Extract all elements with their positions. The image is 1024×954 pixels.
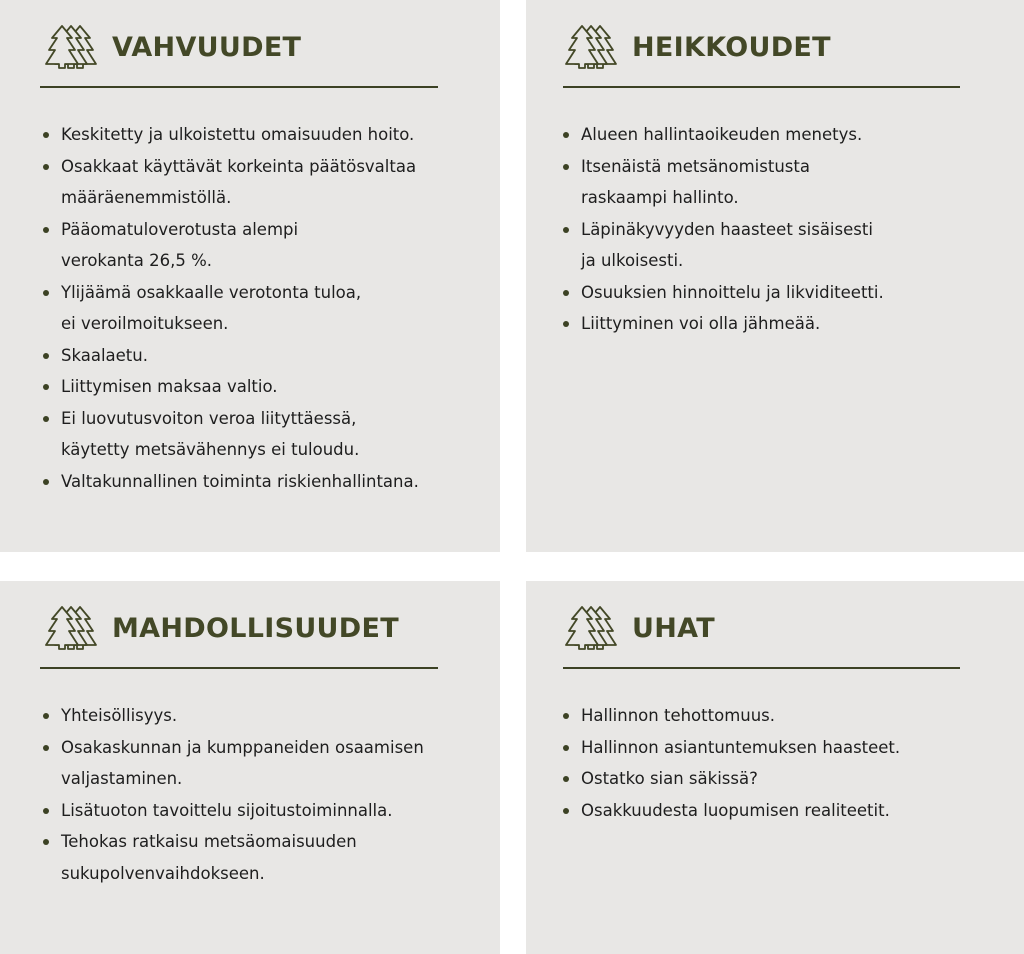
list-item-text: Osakkuudesta luopumisen realiteetit. <box>581 800 890 820</box>
opportunities-divider <box>40 667 438 669</box>
list-item <box>42 214 419 277</box>
list-item <box>42 340 419 372</box>
strengths-title: VAHVUUDET <box>112 31 302 63</box>
list-item <box>562 119 884 151</box>
list-item-text: Hallinnon tehottomuus. <box>581 706 776 725</box>
list-item <box>42 119 419 151</box>
weaknesses-header <box>564 24 831 70</box>
list-item <box>562 700 900 732</box>
threats-title: UHAT <box>632 612 715 644</box>
threats-header <box>564 605 715 651</box>
list-item-text: Hallinnon asiantuntemuksen haasteet. <box>581 737 901 757</box>
list-item <box>42 371 419 403</box>
list-item-text: käytetty metsävähennys ei tuloudu. <box>61 440 360 459</box>
list-item <box>562 214 884 277</box>
weaknesses-title: HEIKKOUDET <box>632 31 831 63</box>
list-item-text: määräenemmistöllä. <box>61 188 232 207</box>
threats-list <box>562 700 900 826</box>
threats-panel <box>526 581 1024 954</box>
pine-trees-icon <box>44 605 98 651</box>
list-item-text: Osakaskunnan ja kumppaneiden osaamisen <box>61 737 424 757</box>
pine-trees-icon <box>564 24 618 70</box>
list-item <box>562 151 884 214</box>
list-item-text: Ylijäämä osakkaalle verotonta tuloa, <box>61 282 362 302</box>
list-item-text: ja ulkoisesti. <box>581 251 684 270</box>
list-item-text: Lisätuoton tavoittelu sijoitustoiminnalla. <box>61 800 393 820</box>
list-item-text: Liittyminen voi olla jähmeää. <box>581 314 821 333</box>
list-item <box>42 151 419 214</box>
list-item-text: Valtakunnallinen toiminta riskienhallintana. <box>61 471 419 491</box>
list-item-text: Skaalaetu. <box>61 345 148 365</box>
list-item <box>562 795 900 827</box>
list-item-text: Yhteisöllisyys. <box>61 706 178 725</box>
pine-trees-icon <box>44 24 98 70</box>
opportunities-header <box>44 605 399 651</box>
list-item <box>42 732 424 795</box>
list-item-text: Itsenäistä metsänomistusta <box>581 156 810 176</box>
list-item <box>42 403 419 466</box>
weaknesses-divider <box>563 86 960 88</box>
weaknesses-list <box>562 119 884 340</box>
list-item <box>562 308 884 340</box>
list-item <box>42 277 419 340</box>
strengths-header <box>44 24 301 70</box>
list-item-text: Osakkaat käyttävät korkeinta päätösvaltaa <box>61 156 417 176</box>
list-item-text: Liittymisen maksaa valtio. <box>61 377 278 396</box>
list-item-text: Ostatko sian säkissä? <box>581 769 758 788</box>
list-item <box>42 700 424 732</box>
list-item-text: sukupolvenvaihdokseen. <box>61 863 265 883</box>
list-item-text: Keskitetty ja ulkoistettu omaisuuden hoito. <box>61 125 415 144</box>
opportunities-list <box>42 700 424 889</box>
pine-trees-icon <box>564 605 618 651</box>
strengths-divider <box>40 86 438 88</box>
list-item-text: verokanta 26,5 %. <box>61 251 212 270</box>
strengths-list <box>42 119 419 497</box>
opportunities-title: MAHDOLLISUUDET <box>112 612 399 644</box>
list-item-text: Tehokas ratkaisu metsäomaisuuden <box>61 832 357 851</box>
list-item-text: raskaampi hallinto. <box>581 188 739 207</box>
list-item-text: ei veroilmoitukseen. <box>61 314 229 333</box>
strengths-panel <box>0 0 500 552</box>
list-item-text: valjastaminen. <box>61 769 183 788</box>
list-item-text: Ei luovutusvoiton veroa liityttäessä, <box>61 408 357 428</box>
list-item-text: Läpinäkyvyyden haasteet sisäisesti <box>581 219 873 239</box>
threats-divider <box>563 667 960 669</box>
list-item <box>562 763 900 795</box>
list-item-text: Pääomatuloverotusta alempi <box>61 219 299 239</box>
list-item <box>42 826 424 889</box>
list-item <box>42 795 424 827</box>
list-item <box>42 466 419 498</box>
list-item-text: Osuuksien hinnoittelu ja likviditeetti. <box>581 282 884 302</box>
list-item <box>562 277 884 309</box>
weaknesses-panel <box>526 0 1024 552</box>
list-item-text: Alueen hallintaoikeuden menetys. <box>581 125 863 144</box>
opportunities-panel <box>0 581 500 954</box>
list-item <box>562 732 900 764</box>
